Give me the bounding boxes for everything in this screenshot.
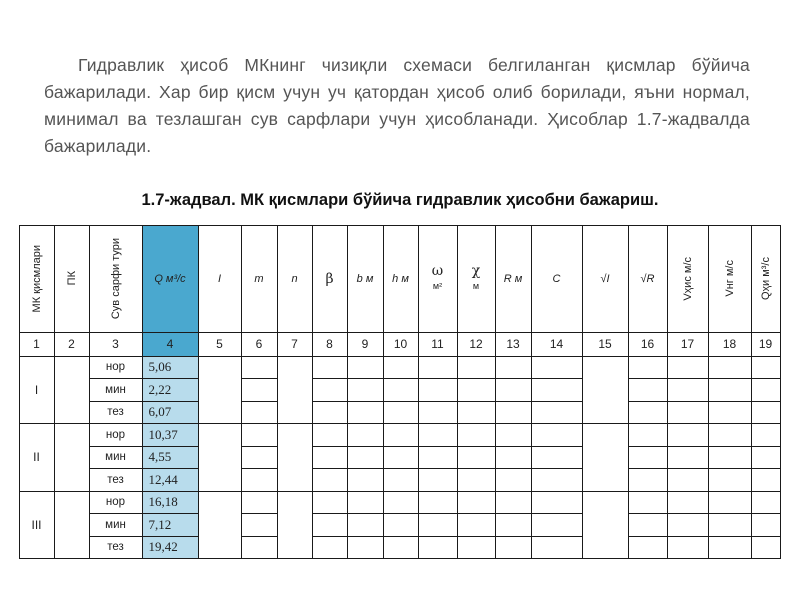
- flow-value-3-3: 19,42: [142, 536, 199, 560]
- header-7-label: n: [291, 272, 298, 285]
- empty-cell-3-2-12: [457, 513, 496, 537]
- empty-cell-3-3-9: [347, 536, 384, 560]
- header-cell-13: [495, 225, 532, 333]
- empty-cell-2-2-17: [667, 446, 709, 470]
- empty-cell-3-2-16: [628, 513, 668, 537]
- empty-cell-3-3-16: [628, 536, 668, 560]
- empty-cell-1-1-11: [418, 356, 458, 380]
- header-cell-8: [312, 225, 348, 333]
- flow-type-1-2: мин: [89, 378, 143, 402]
- header-8-label: β: [325, 270, 334, 287]
- n-cell-1: [277, 356, 313, 425]
- empty-cell-1-2-12: [457, 378, 496, 402]
- header-cell-19: [751, 225, 781, 333]
- empty-cell-3-2-6: [241, 513, 278, 537]
- table-caption: 1.7-жадвал. МК қисмлари бўйича гидравлик ҳисобни бажариш.: [141, 191, 659, 209]
- column-number-16: 16: [628, 332, 668, 357]
- empty-cell-1-1-10: [383, 356, 419, 380]
- header-cell-17: [667, 225, 709, 333]
- empty-cell-2-3-8: [312, 468, 348, 492]
- empty-cell-1-3-13: [495, 401, 532, 425]
- empty-cell-1-1-18: [708, 356, 752, 380]
- header-cell-10: [383, 225, 419, 333]
- empty-cell-3-1-19: [751, 491, 781, 515]
- header-15-label: √I: [600, 272, 610, 285]
- column-number-13: 13: [495, 332, 532, 357]
- empty-cell-2-1-6: [241, 423, 278, 447]
- empty-cell-1-2-8: [312, 378, 348, 402]
- flow-type-1-1: нор: [89, 356, 143, 380]
- empty-cell-2-3-6: [241, 468, 278, 492]
- header-11-unit: м²: [432, 280, 443, 291]
- empty-cell-1-3-6: [241, 401, 278, 425]
- empty-cell-2-2-11: [418, 446, 458, 470]
- empty-cell-1-3-9: [347, 401, 384, 425]
- empty-cell-3-1-18: [708, 491, 752, 515]
- empty-cell-2-3-17: [667, 468, 709, 492]
- empty-cell-3-2-8: [312, 513, 348, 537]
- empty-cell-1-1-14: [531, 356, 583, 380]
- empty-cell-1-1-12: [457, 356, 496, 380]
- empty-cell-1-1-9: [347, 356, 384, 380]
- empty-cell-3-3-19: [751, 536, 781, 560]
- empty-cell-3-1-10: [383, 491, 419, 515]
- header-12-unit: м: [472, 280, 480, 291]
- header-cell-3: [89, 225, 143, 333]
- empty-cell-2-3-14: [531, 468, 583, 492]
- empty-cell-2-2-19: [751, 446, 781, 470]
- header-6-label: m: [254, 272, 264, 285]
- flow-type-3-1: нор: [89, 491, 143, 515]
- header-cell-1: [19, 225, 55, 333]
- flow-value-3-2: 7,12: [142, 513, 199, 537]
- column-number-8: 8: [312, 332, 348, 357]
- empty-cell-1-1-6: [241, 356, 278, 380]
- empty-cell-1-3-16: [628, 401, 668, 425]
- empty-cell-2-1-13: [495, 423, 532, 447]
- header-cell-5: [198, 225, 242, 333]
- flow-type-3-2: мин: [89, 513, 143, 537]
- empty-cell-2-2-6: [241, 446, 278, 470]
- flow-type-2-2: мин: [89, 446, 143, 470]
- empty-cell-3-1-13: [495, 491, 532, 515]
- empty-cell-2-3-12: [457, 468, 496, 492]
- empty-cell-2-1-12: [457, 423, 496, 447]
- header-cell-6: [241, 225, 278, 333]
- empty-cell-3-2-13: [495, 513, 532, 537]
- pk-cell-2: [54, 423, 90, 492]
- empty-cell-2-1-8: [312, 423, 348, 447]
- empty-cell-1-2-6: [241, 378, 278, 402]
- empty-cell-3-1-17: [667, 491, 709, 515]
- empty-cell-2-2-13: [495, 446, 532, 470]
- empty-cell-3-1-12: [457, 491, 496, 515]
- empty-cell-3-1-9: [347, 491, 384, 515]
- column-number-15: 15: [582, 332, 629, 357]
- column-number-3: 3: [89, 332, 143, 357]
- header-18-label: Vнг м/с: [723, 260, 736, 297]
- header-3-label: Сув сарфи тури: [109, 237, 122, 320]
- header-19-label: Qҳи м³/с: [759, 256, 772, 301]
- empty-cell-2-2-8: [312, 446, 348, 470]
- empty-cell-2-3-11: [418, 468, 458, 492]
- empty-cell-2-1-11: [418, 423, 458, 447]
- n-cell-3: [277, 491, 313, 560]
- column-number-4: 4: [142, 332, 199, 357]
- flow-value-2-2: 4,55: [142, 446, 199, 470]
- empty-cell-2-1-16: [628, 423, 668, 447]
- empty-cell-1-1-19: [751, 356, 781, 380]
- empty-cell-1-2-10: [383, 378, 419, 402]
- column-number-1: 1: [19, 332, 55, 357]
- empty-cell-1-3-10: [383, 401, 419, 425]
- header-5-label: I: [217, 272, 222, 285]
- empty-cell-3-2-9: [347, 513, 384, 537]
- empty-cell-2-2-10: [383, 446, 419, 470]
- empty-cell-1-2-14: [531, 378, 583, 402]
- empty-cell-3-1-11: [418, 491, 458, 515]
- empty-cell-1-3-11: [418, 401, 458, 425]
- column-number-10: 10: [383, 332, 419, 357]
- empty-cell-1-3-8: [312, 401, 348, 425]
- header-13-label: R м: [503, 272, 523, 285]
- empty-cell-3-3-17: [667, 536, 709, 560]
- empty-cell-2-3-16: [628, 468, 668, 492]
- column-number-14: 14: [531, 332, 583, 357]
- empty-cell-3-2-19: [751, 513, 781, 537]
- empty-cell-3-2-14: [531, 513, 583, 537]
- column-number-18: 18: [708, 332, 752, 357]
- flow-value-1-3: 6,07: [142, 401, 199, 425]
- empty-cell-1-3-14: [531, 401, 583, 425]
- empty-cell-3-3-14: [531, 536, 583, 560]
- flow-type-2-3: тез: [89, 468, 143, 492]
- column-number-19: 19: [751, 332, 781, 357]
- header-10-label: h м: [392, 272, 409, 285]
- empty-cell-2-1-17: [667, 423, 709, 447]
- empty-cell-2-3-19: [751, 468, 781, 492]
- header-cell-15: [582, 225, 629, 333]
- header-cell-14: [531, 225, 583, 333]
- empty-cell-3-3-8: [312, 536, 348, 560]
- empty-cell-1-3-18: [708, 401, 752, 425]
- header-cell-7: [277, 225, 313, 333]
- header-14-label: C: [552, 272, 561, 285]
- empty-cell-1-3-17: [667, 401, 709, 425]
- header-16-label: √R: [640, 272, 655, 285]
- intro-paragraph: Гидравлик ҳисоб МКнинг чизиқли схемаси белгиланган қисмлар бўйича бажарилади. Хар бир қисм учун уч қатордан ҳисоб олиб борилади, яъни нормал, минимал ва тезлашган сув сарфлари учун ҳисобланади. Ҳисоблар 1.7-жадвалда бажарилади.: [44, 55, 750, 156]
- empty-cell-1-1-16: [628, 356, 668, 380]
- empty-cell-3-3-6: [241, 536, 278, 560]
- header-cell-4: [142, 225, 199, 333]
- empty-cell-2-1-14: [531, 423, 583, 447]
- section-label-3: III: [19, 491, 55, 560]
- empty-cell-1-1-13: [495, 356, 532, 380]
- pk-cell-1: [54, 356, 90, 425]
- empty-cell-1-1-8: [312, 356, 348, 380]
- empty-cell-1-2-16: [628, 378, 668, 402]
- sqrt-i-cell-2: [582, 423, 629, 492]
- empty-cell-1-2-13: [495, 378, 532, 402]
- empty-cell-3-3-18: [708, 536, 752, 560]
- column-number-9: 9: [347, 332, 384, 357]
- empty-cell-1-2-18: [708, 378, 752, 402]
- empty-cell-2-2-9: [347, 446, 384, 470]
- header-1-label: МК қисмлари: [30, 244, 43, 313]
- empty-cell-3-3-12: [457, 536, 496, 560]
- empty-cell-1-2-19: [751, 378, 781, 402]
- empty-cell-3-2-11: [418, 513, 458, 537]
- flow-type-1-3: тез: [89, 401, 143, 425]
- header-11-symbol: ω: [431, 262, 444, 279]
- empty-cell-2-2-12: [457, 446, 496, 470]
- header-cell-11: [418, 225, 458, 333]
- empty-cell-2-2-16: [628, 446, 668, 470]
- column-number-7: 7: [277, 332, 313, 357]
- empty-cell-2-1-10: [383, 423, 419, 447]
- column-number-5: 5: [198, 332, 242, 357]
- sqrt-i-cell-1: [582, 356, 629, 425]
- empty-cell-1-3-12: [457, 401, 496, 425]
- flow-value-2-3: 12,44: [142, 468, 199, 492]
- header-cell-18: [708, 225, 752, 333]
- empty-cell-2-3-9: [347, 468, 384, 492]
- empty-cell-2-2-14: [531, 446, 583, 470]
- header-cell-9: [347, 225, 384, 333]
- empty-cell-3-2-10: [383, 513, 419, 537]
- empty-cell-1-2-9: [347, 378, 384, 402]
- flow-value-1-1: 5,06: [142, 356, 199, 380]
- header-4-label: Q м³/с: [154, 272, 186, 285]
- empty-cell-3-2-17: [667, 513, 709, 537]
- empty-cell-3-1-6: [241, 491, 278, 515]
- flow-value-2-1: 10,37: [142, 423, 199, 447]
- empty-cell-3-2-18: [708, 513, 752, 537]
- empty-cell-1-2-11: [418, 378, 458, 402]
- header-cell-16: [628, 225, 668, 333]
- i-cell-1: [198, 356, 242, 425]
- empty-cell-3-1-8: [312, 491, 348, 515]
- empty-cell-2-2-18: [708, 446, 752, 470]
- empty-cell-2-3-10: [383, 468, 419, 492]
- empty-cell-3-3-11: [418, 536, 458, 560]
- header-cell-12: [457, 225, 496, 333]
- empty-cell-1-3-19: [751, 401, 781, 425]
- column-number-11: 11: [418, 332, 458, 357]
- column-number-6: 6: [241, 332, 278, 357]
- i-cell-3: [198, 491, 242, 560]
- flow-type-2-1: нор: [89, 423, 143, 447]
- section-label-2: II: [19, 423, 55, 492]
- header-9-label: b м: [356, 272, 374, 285]
- empty-cell-3-3-13: [495, 536, 532, 560]
- empty-cell-3-1-14: [531, 491, 583, 515]
- empty-cell-2-3-18: [708, 468, 752, 492]
- sqrt-i-cell-3: [582, 491, 629, 560]
- header-2-label: ПК: [65, 271, 78, 286]
- empty-cell-1-1-17: [667, 356, 709, 380]
- empty-cell-2-3-13: [495, 468, 532, 492]
- empty-cell-2-1-19: [751, 423, 781, 447]
- flow-value-1-2: 2,22: [142, 378, 199, 402]
- header-17-label: Vҳис м/с: [681, 256, 694, 301]
- header-cell-2: [54, 225, 90, 333]
- i-cell-2: [198, 423, 242, 492]
- empty-cell-1-2-17: [667, 378, 709, 402]
- pk-cell-3: [54, 491, 90, 560]
- flow-type-3-3: тез: [89, 536, 143, 560]
- column-number-2: 2: [54, 332, 90, 357]
- empty-cell-3-1-16: [628, 491, 668, 515]
- empty-cell-2-1-9: [347, 423, 384, 447]
- column-number-12: 12: [457, 332, 496, 357]
- empty-cell-2-1-18: [708, 423, 752, 447]
- section-label-1: I: [19, 356, 55, 425]
- empty-cell-3-3-10: [383, 536, 419, 560]
- header-12-symbol: χ: [471, 262, 481, 279]
- column-number-17: 17: [667, 332, 709, 357]
- flow-value-3-1: 16,18: [142, 491, 199, 515]
- n-cell-2: [277, 423, 313, 492]
